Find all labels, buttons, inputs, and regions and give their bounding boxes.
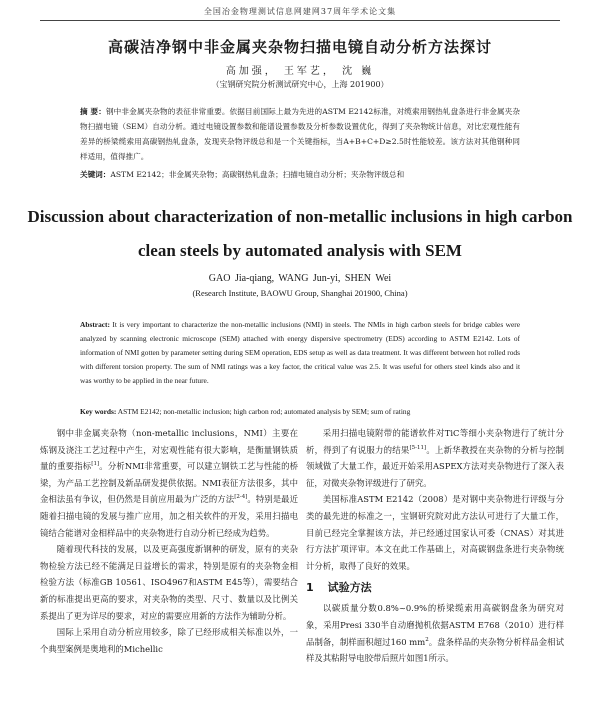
body-text: 以碳质量分数0.8%~0.9%的桥梁缆索用高碳钢盘条为研究对象，采用Presi 330半自动磨抛机依据ASTM E768（2010）进行样品制备，制样面积超过160 mm <box>306 603 564 647</box>
body-text: 。特别是最近随着扫描电镜的发展与推广应用，加之相关软件的开发，采用扫描电镜结合能谱对金相样品中的夹杂物进行自动分析已经成为趋势。 <box>40 494 299 538</box>
en-keywords <box>80 405 520 419</box>
en-title: Discussion about characterization of non-metallic inclusions in high carbon clean steels by automated analysis with SEM <box>27 207 573 260</box>
body-paragraph: 随着现代科技的发展，以及更高强度新钢种的研发，原有的夹杂物检验方法已经不能满足日益增长的需求，特别是原有的夹杂物金相检验方法（标准GB 10561、ISO4967和ASTM E45等），需要结合新的标准提出更高的要求，对夹杂物的类型、尺寸、数量以及比例关系提出了更为详尽的要求，对应的需要应用新的方法作为辅助分析。 <box>40 544 298 621</box>
body-paragraph: 国际上采用自动分析应用较多，除了已经形成相关标准以外，一个典型案例是奥地利的Michellic <box>40 627 298 654</box>
cn-keywords <box>80 167 520 182</box>
body-column-right <box>306 425 564 667</box>
header-rule <box>40 20 560 21</box>
en-keywords-label: Key words: <box>80 407 117 416</box>
body-paragraph <box>40 425 298 541</box>
body-text: 。上新华教授在夹杂物的分析与控制领域做了大量工作，最近开始采用ASPEX方法对夹杂物进行了深入表征，对微夹杂物评级进行了研究。 <box>306 444 565 488</box>
cn-title: 高碳洁净钢中非金属夹杂物扫描电镜自动分析方法探讨 <box>107 38 492 56</box>
citation-ref: [1] <box>91 461 100 468</box>
body-text: 。盘条样品的夹杂物分析样品金相试样及其粘附导电胶带后照片如图1所示。 <box>306 636 565 664</box>
body-paragraph: 美国标准ASTM E2142（2008）是对钢中夹杂物进行评级与分类的最先进的标准之一，宝钢研究院对此方法认可进行了大量工作，目前已经完全掌握该方法，并已经通过国家认可委（CNAS）对其进行方法扩项评审。本文在此工作基础上，对高碳钢盘条进行夹杂物统计分析，取得了良好的效果。 <box>306 494 564 571</box>
body-text: 。分析NMI非常重要，可以建立钢铁工艺与性能的桥梁，为产品工艺控制及新品研发提供依据。NMI表征方法很多，其中金相法虽有争议，但仍然是目前应用最为广泛的方法 <box>40 461 298 505</box>
cn-abstract-label: 摘 要： <box>80 107 106 116</box>
en-abstract <box>80 318 520 388</box>
citation-ref: [2-4] <box>234 494 248 501</box>
cn-keywords-text: ASTM E2142；非金属夹杂物；高碳钢热轧盘条；扫描电镜自动分析；夹杂物评级总和 <box>110 170 405 179</box>
body-paragraph <box>306 425 564 491</box>
en-keywords-text: ASTM E2142; non-metallic inclusion; high carbon rod; automated analysis by SEM; sum of rating <box>117 407 411 416</box>
superscript: 2 <box>425 636 429 643</box>
cn-authors: 高加强， 王军艺， 沈 巍 <box>225 66 375 77</box>
cn-affiliation: （宝钢研究院分析测试研究中心，上海 201900） <box>211 80 389 89</box>
body-paragraph <box>306 600 564 666</box>
en-authors: GAO Jia-qiang, WANG Jun-yi, SHEN Wei <box>208 273 392 284</box>
section-number: 1 <box>306 581 314 595</box>
running-header: 全国冶金物理测试信息网建网37周年学术论文集 <box>203 7 397 16</box>
section-heading <box>306 580 564 596</box>
cn-abstract <box>80 104 520 164</box>
cn-abstract-text: 钢中非金属夹杂物的表征非常重要。依据目前国际上最为先进的ASTM E2142标准，对缆索用钢热轧盘条进行非金属夹杂物扫描电镜（SEM）自动分析。通过电镜设置参数和能谱设置参数及分析参数设置优化，得到了夹杂物统计信息，对比宏观性能有差异的桥梁缆索用高碳钢热轧盘条，发现夹杂物评级总和是一个关键指标，当A+B+C+D≥2.5时性能较差。该方法对其他钢种同样适用，值得推广。 <box>80 107 520 161</box>
citation-ref: [5-11] <box>409 444 427 451</box>
section-title: 试验方法 <box>327 581 372 595</box>
cn-keywords-label: 关键词： <box>80 170 111 179</box>
en-abstract-text: It is very important to characterize the non-metallic inclusions (NMI) in steels. The NMIs in high carbon steels for bridge cables were analyzed by scanning electronic microscope (SEM) attached with energy dispersive spectrometry (EDS) according to ASTM E2142. Lots of information of NMI gotten by parameter setting during SEM operation, EDS setup as well as data treatment. It was different between hot rolled rods with different torsion property. The sum of NMI ratings was a key factor, the critical value was 2.5. It was useful for others steel kinds also and it was worthy to be applied in the near future. <box>80 320 520 385</box>
en-abstract-label: Abstract: <box>80 320 110 329</box>
en-affiliation: (Research Institute, BAOWU Group, Shanghai 201900, China) <box>192 288 408 298</box>
body-text: 采用扫描电镜附带的能谱软件对TiC等细小夹杂物进行了统计分析，得到了有说服力的结果 <box>306 428 564 455</box>
body-text: 钢中非金属夹杂物（non-metallic inclusions，NMI）主要在炼钢及浇注工艺过程中产生，对宏观性能有很大影响，是衡量钢铁质量的重要指标 <box>40 428 298 472</box>
body-column-left <box>40 425 298 657</box>
